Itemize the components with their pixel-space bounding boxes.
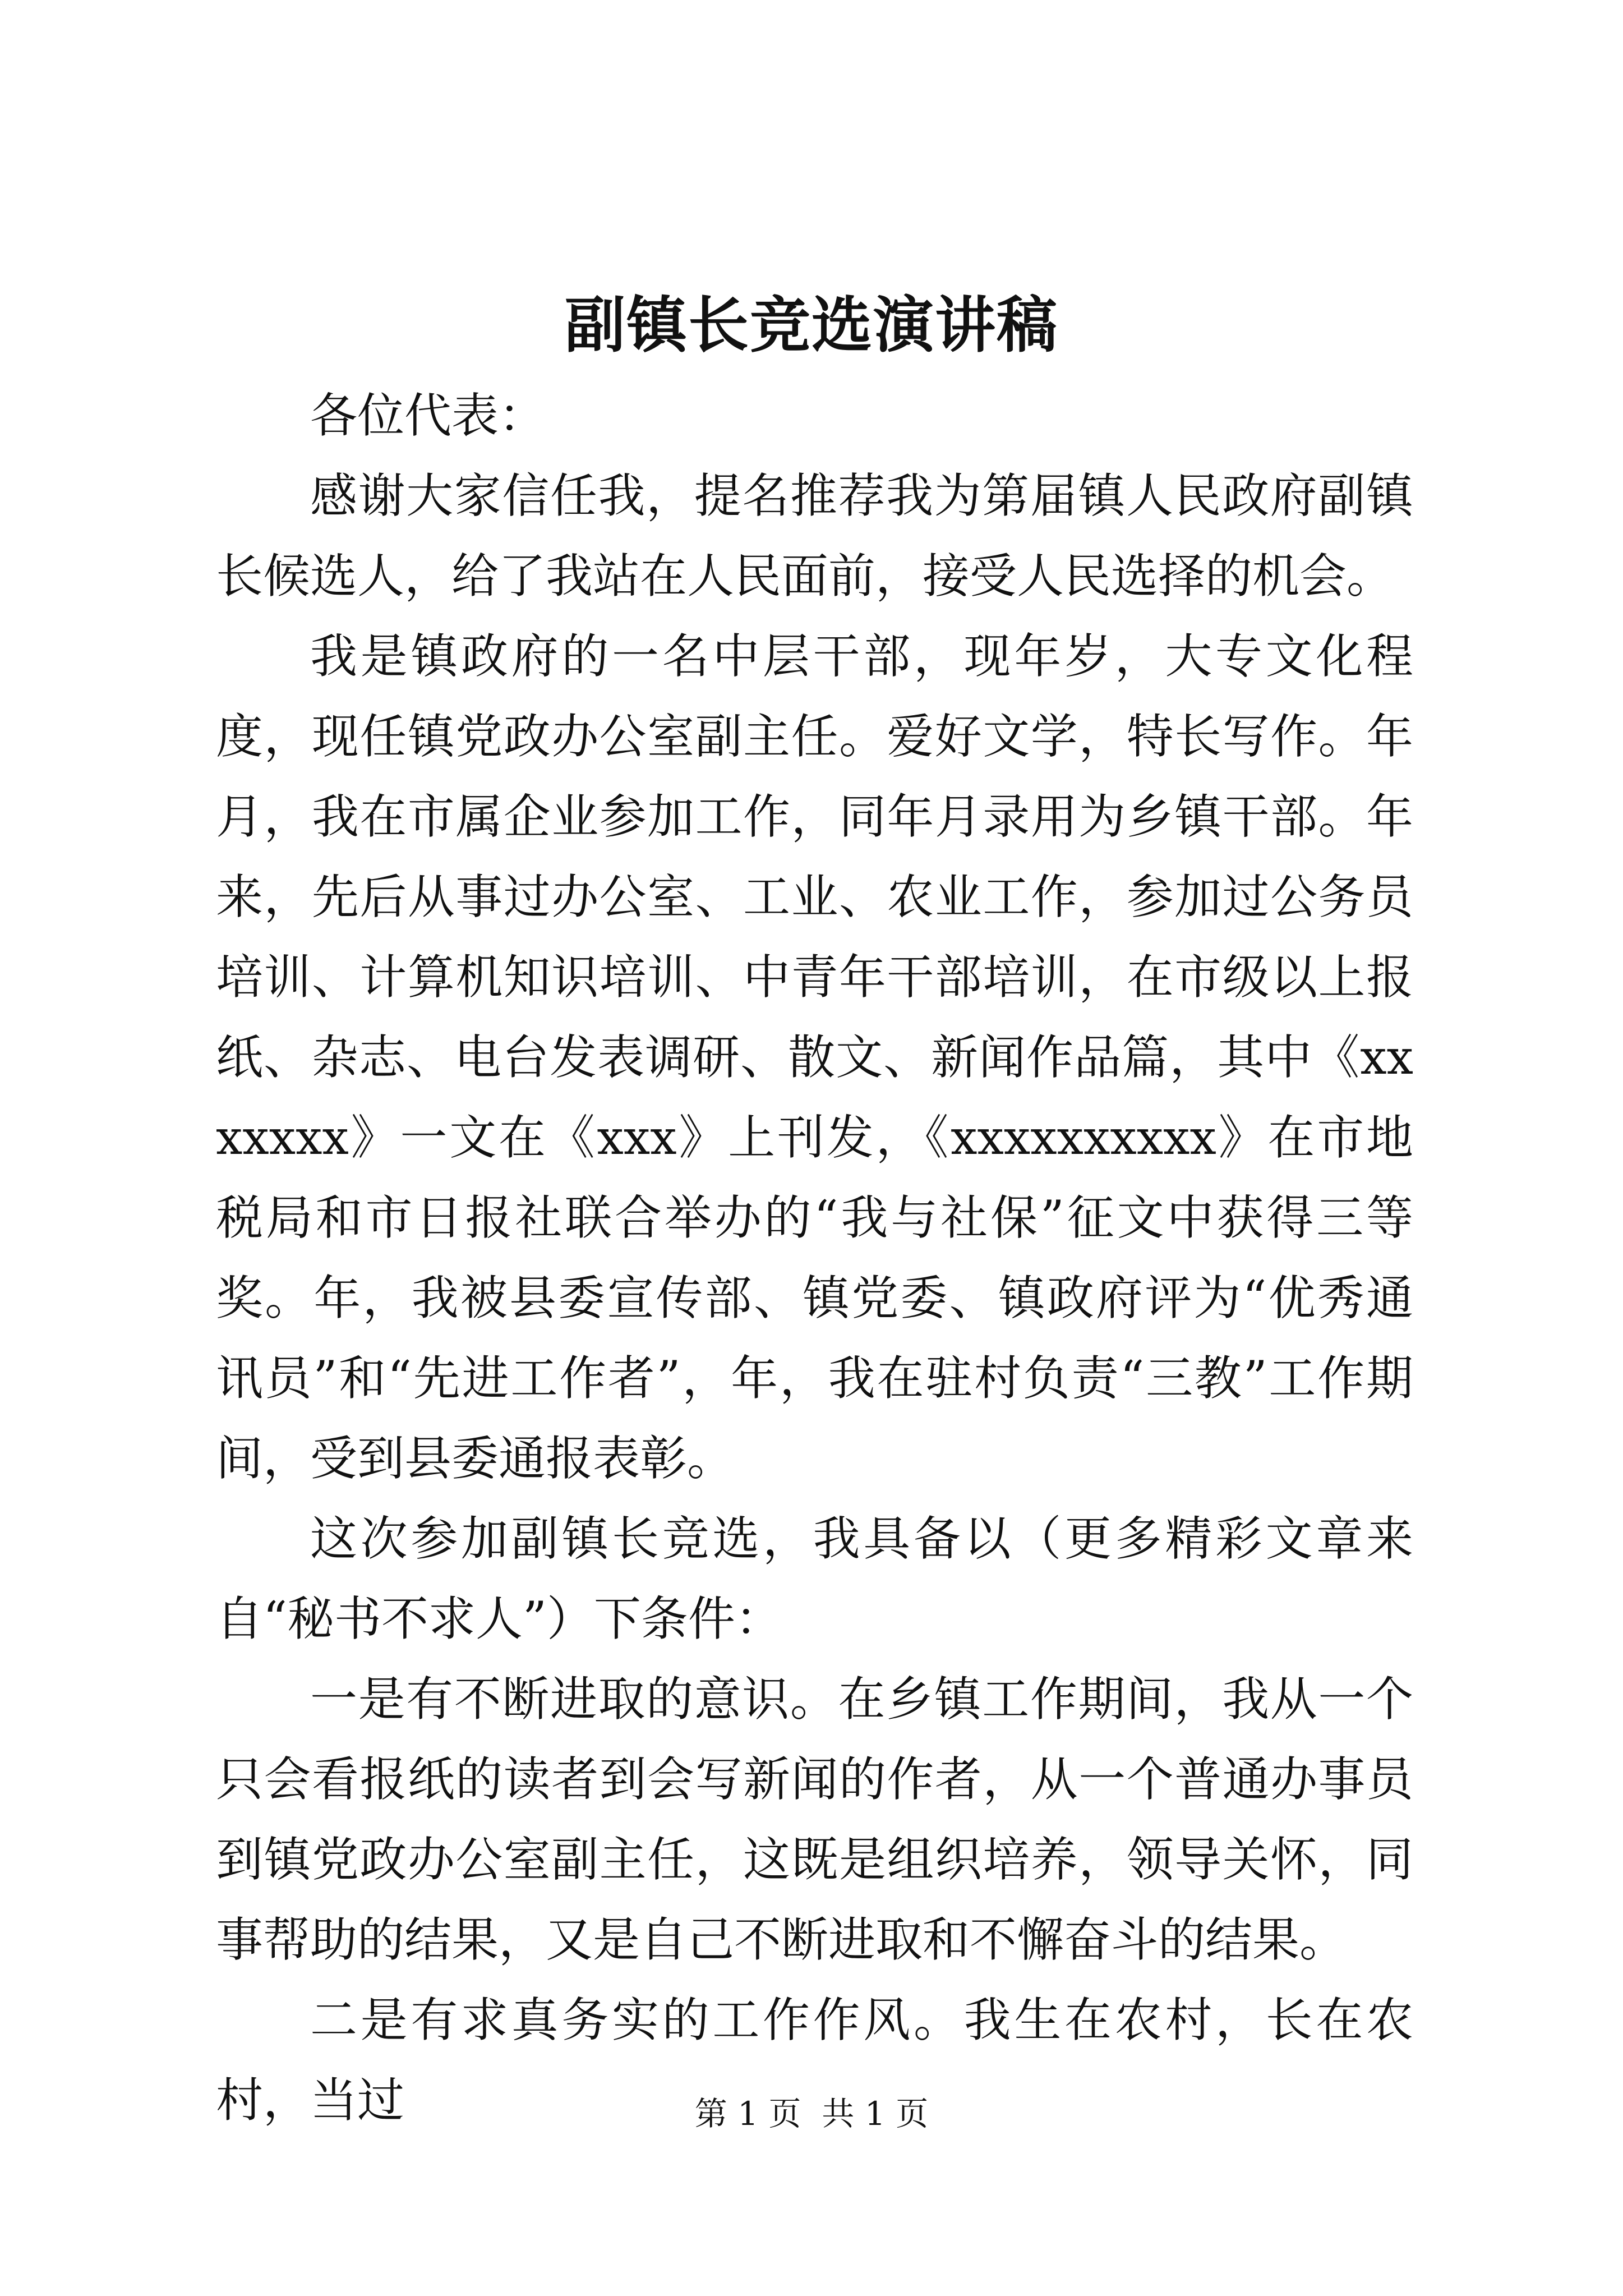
paragraph-conditions-intro: 这次参加副镇长竞选，我具备以（更多精彩文章来自“秘书不求人”）下条件：	[216, 1511, 1413, 1646]
paragraph-salutation: 各位代表：	[310, 388, 546, 443]
document-title: 副镇长竞选演讲稿	[564, 290, 1058, 361]
page-footer: 第 1 页 共 1 页	[694, 2095, 929, 2133]
paragraph-condition-two: 二是有求真务实的工作作风。我生在农村，长在农村，当过	[216, 1993, 1413, 2128]
document-body	[216, 376, 1413, 2141]
paragraph-self-introduction: 我是镇政府的一名中层干部，现年岁，大专文化程度，现任镇党政办公室副主任。爱好文学，特长写作。年月，我在市属企业参加工作，同年月录用为乡镇干部。年来，先后从事过办公室、工业、农业工作，参加过公务员培训、计算机知识培训、中青年干部培训，在市级以上报纸、杂志、电台发表调研、散文、新闻作品篇，其中《xxxxxxx》一文在《xxx》上刊发，《xxxxxxxxxx》在市地税局和市日报社联合举办的“我与社保”征文中获得三等奖。年，我被县委宣传部、镇党委、镇政府评为“优秀通讯员”和“先进工作者”，年，我在驻村负责“三教”工作期间，受到县委通报表彰。	[216, 629, 1413, 1486]
paragraph-thanks: 感谢大家信任我，提名推荐我为第届镇人民政府副镇长候选人，给了我站在人民面前，接受人民选择的机会。	[216, 468, 1413, 604]
paragraph-condition-one: 一是有不断进取的意识。在乡镇工作期间，我从一个只会看报纸的读者到会写新闻的作者，从一个普通办事员到镇党政办公室副主任，这既是组织培养，领导关怀，同事帮助的结果，又是自己不断进取和不懈奋斗的结果。	[216, 1672, 1413, 1967]
